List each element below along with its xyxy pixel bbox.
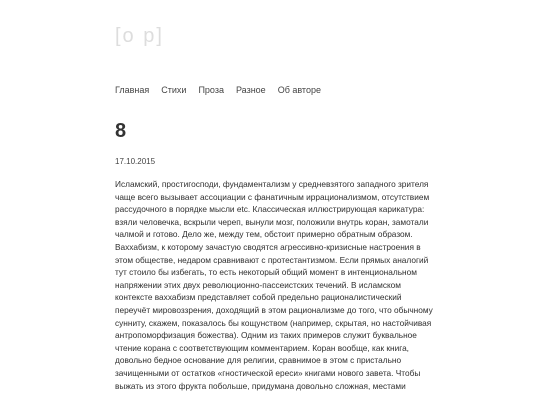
post-title: 8	[115, 120, 127, 142]
nav-item-poems[interactable]: Стихи	[161, 85, 187, 95]
post-body-text: Исламский, простигосподи, фундаментализм у средневзятого западного зрителя чаще всего вызывает ассоциации с фанатичным иррационализмом, отсутствием рассудочного в порядке мысли etc. Классическая иллюстрирующая карикатура: взяли человечка, вскрыли череп, вынули мозг, положили внутрь коран, замотали чалмой и готово. Дело же, между тем, обстоит примерно обратным образом. Ваххабизм, к которому зачастую сводятся агрессивно-кризисные настроения в этом обществе, недаром сравнивают с протестантизмом. Если прямых аналогий тут стоило бы избегать, то есть некоторый общий момент в интенциональном напряжении этих двух революционно-пассеистских течений. В исламском контексте ваххабизм представляет собой предельно рационалистический переучёт мировоззрения, доходящий в этом рационализме до того, что обычному сунниту, скажем, показалось бы кощунством (например, скрытая, но настойчивая антропоморфизация божества). Одним из таких примеров служит буквальное чтение корана с соответствующим комментарием. Коран вообще, как книга, довольно бедное основание для религии, сравнимое в этом с пристально зачищенными от остатков «гностической ереси» книгами нового завета. Чтобы выжать из этого фрукта побольше, придумана довольно сложная, местами	[115, 179, 433, 391]
site-logo[interactable]: [o p]	[115, 25, 164, 47]
nav-item-about[interactable]: Об авторе	[277, 85, 321, 95]
post-date: 17.10.2015	[115, 157, 156, 166]
nav-item-prose[interactable]: Проза	[198, 85, 224, 95]
nav-item-home[interactable]: Главная	[115, 85, 150, 95]
nav-item-misc[interactable]: Разное	[235, 85, 266, 95]
main-nav	[115, 84, 321, 96]
